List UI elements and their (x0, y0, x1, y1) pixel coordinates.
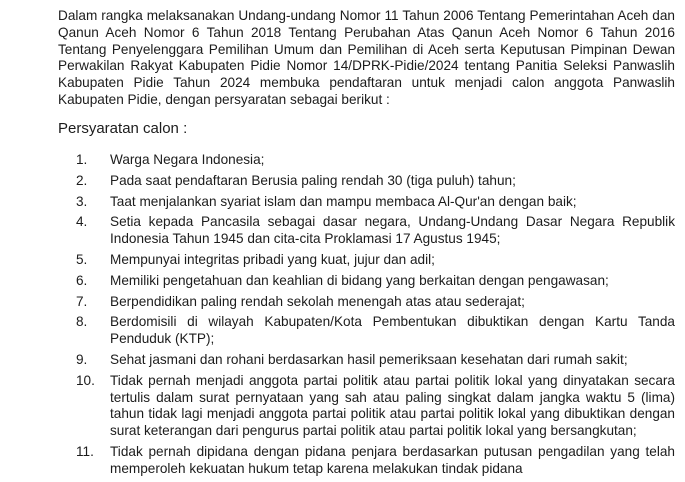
requirement-item (58, 173, 675, 190)
requirement-item (58, 194, 675, 211)
requirement-number: 1. (76, 152, 88, 167)
requirement-text: Warga Negara Indonesia; (110, 152, 265, 167)
requirement-text: Mempunyai integritas pribadi yang kuat, jujur dan adil; (110, 251, 435, 267)
requirement-number: 6. (76, 272, 88, 288)
requirement-number: 4. (76, 214, 88, 230)
requirement-number: 11. (76, 443, 94, 459)
requirement-text: Tidak pernah menjadi anggota partai politik atau partai politik lokal yang dinyatakan secara tertulis dalam surat pernyataan yang sah atau paling singkat dalam jangka waktu 5 (lima) tahun tidak lagi menjadi anggota partai politik atau partai politik lokal yang dibuktikan dengan surat keterangan dari pengurus partai politik atau partai politik lokal yang bersangkutan; (110, 372, 675, 439)
requirement-number: 3. (76, 193, 88, 209)
requirement-item (58, 152, 675, 169)
requirement-item (58, 314, 675, 348)
requirement-item (58, 294, 675, 311)
requirement-number: 9. (76, 351, 88, 367)
requirement-text: Setia kepada Pancasila sebagai dasar negara, Undang-Undang Dasar Negara Republik Indonesia Tahun 1945 dan cita-cita Proklamasi 17 Agustus 1945; (110, 214, 675, 247)
requirement-item (58, 444, 675, 478)
requirements-list (58, 152, 675, 482)
requirement-item (58, 252, 675, 269)
requirement-text: Tidak pernah dipidana dengan pidana penjara berdasarkan putusan pengadilan yang telah memperoleh kekuatan hukum tetap karena melakukan tindak pidana (110, 443, 675, 476)
requirement-text: Berdomisili di wilayah Kabupaten/Kota Pembentukan dibuktikan dengan Kartu Tanda Penduduk (KTP); (110, 314, 675, 347)
intro-text: Dalam rangka melaksanakan Undang-undang Nomor 11 Tahun 2006 Tentang Pemerintahan Aceh dan Qanun Aceh Nomor 6 Tahun 2018 Tentang Perubahan Atas Qanun Aceh Nomor 6 Tahun 2016 Tentang Penyelenggara Pemilihan Umum dan Pemilihan di Aceh serta Keputusan Pimpinan Dewan Perwakilan Rakyat Kabupaten Pidie Nomor 14/DPRK-Pidie/2024 tentang Panitia Seleksi Panwaslih Kabupaten Pidie Tahun 2024 membuka pendaftaran untuk menjadi calon anggota Panwaslih Kabupaten Pidie, dengan persyaratan sebagai berikut : (58, 8, 675, 107)
requirement-number: 5. (76, 251, 88, 267)
requirement-item (58, 273, 675, 290)
requirement-text: Taat menjalankan syariat islam dan mampu membaca Al-Qur'an dengan baik; (110, 193, 577, 209)
requirement-text: Memiliki pengetahuan dan keahlian di bidang yang berkaitan dengan pengawasan; (110, 272, 609, 288)
requirement-item (58, 214, 675, 248)
requirement-text: Sehat jasmani dan rohani berdasarkan hasil pemeriksaan kesehatan dari rumah sakit; (110, 351, 628, 367)
requirement-text: Berpendidikan paling rendah sekolah menengah atas atau sederajat; (110, 293, 525, 309)
section-title: Persyaratan calon : (58, 120, 188, 137)
intro-paragraph (58, 8, 675, 109)
requirement-number: 8. (76, 314, 88, 330)
requirement-number: 7. (76, 293, 88, 309)
requirement-number: 10. (76, 372, 95, 388)
requirement-text: Pada saat pendaftaran Berusia paling rendah 30 (tiga puluh) tahun; (110, 172, 516, 188)
requirement-number: 2. (76, 172, 88, 188)
requirement-item (58, 352, 675, 369)
requirement-item (58, 373, 675, 440)
